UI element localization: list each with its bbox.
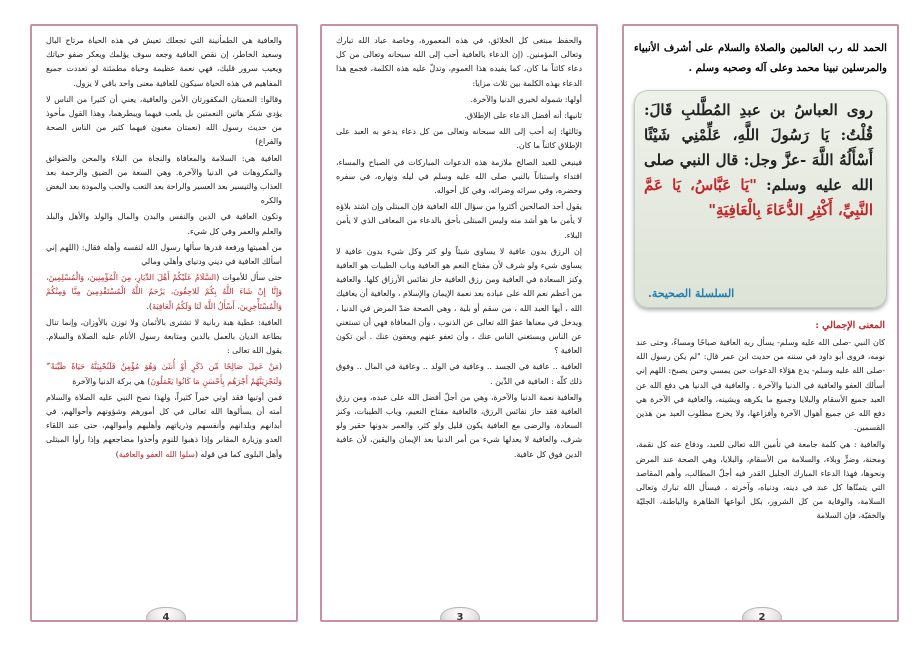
text-span: حتى سأل للأموات — [219, 273, 282, 283]
paragraph: والعافية نعمة الدنيا والآخرة، وهي من أجلّ أفضل الله على عبده، ومن رزق العافية فقد حاز نفائس الرزق، فالعافية مفتاح النعيم، وباب الطيبات، وكنز السعادة، والرضى مع العافية يكون قليل ولو كثر، والعمر بدونها حقير ولو شرف، والعافية لا يعدلها شيء من أمر الدنيا بعد الإيمان واليقين، لأن عافية الدين فوق كل عافية. — [336, 392, 582, 459]
text-span: فمن أوتيها فقد أوتي خيراً كثيراً، ولهذا نصح النبي عليه الصلاة والسلام أمته أن يسألوها الله تعالى في كل أمورهم وشؤونهم وأحوالهم، في أبدانهم وبلدانهم وأنفسهم وذرياتهم وأهليهم وأموالهم، حتى عند اللقاء العدو وزيارة المقابر وإذا ذهبوا للنوم وأخذوا مضاجعهم وإذا رأوا المبتلى وأهل البلوى كما في قوله — [46, 392, 282, 459]
page-number-badge: 3 — [440, 607, 480, 622]
paragraph: والعافية هي الطمأنينة التي تجعلك تعيش في هذه الحياة مرتاح البال وسعيد الخاطر، إن نقص العافية وجعه سوف يؤلمك ويعكر صفو حياتك ويعيب سرور قلبك، فهي نعمة عظيمة وحياة مطمئنة لو تعددت جميع المفاهيم في هذه الحياة سيكون للعافية معنى واحد باقي لا يزول. — [46, 36, 282, 88]
paragraph: حتى سأل للأموات (السَّلَامُ عَلَيْكُمْ أَهْلَ الدِّيَارِ، مِنَ الْمُؤْمِنِينَ، وَالْمُسْلِمِينَ، وَإِنَّا إِنْ شَاءَ اللَّهُ بِكُمْ لَلاحِقُونَ، يَرْحَمُ اللَّهُ الْمُسْتَقْدِمِينَ مِنَّا وَمِنْكُمْ وَالْمُسْتَأْخِرِينَ، أَسْأَلُ اللَّهَ لَنَا وَلَكُمُ الْعَافِيَةَ). — [46, 273, 282, 311]
paragraph: العافية: عطية هبة ربانية لا تشترى بالأثمان ولا توزن بالأوزان، وإنما تنال بطاعة الديان بالعمل بالدين ومتابعة رسول الأنام عليه الصلاة والسلام. يقول الله تعالى : — [46, 317, 282, 356]
paragraph: وثالثها: إنه أحب إلى الله سبحانه وتعالى من كل دعاء يدعو به العبد على الإطلاق كائناً ما كان. — [336, 127, 582, 151]
paragraph: من أهميتها ورفعة قدرها سألها رسول الله لنفسه وأهله فقال: (اللهم إني أسألك العافية في ديني ودنياي وأهلي ومالي — [46, 242, 282, 267]
page-number-badge: 2 — [742, 607, 782, 622]
paragraph: وقالوا: النعمتان المكفورتان الأمن والعافية، يعني أن كثيرا من الناس لا يؤدي شكر هاتين النعمتين بل يلعب فيهما ويبطرهما، وهذا القول مأخوذ من حديث رسول الله (نعمتان مغبون فيهما كثير من الناس الصحة والفراغ) — [46, 94, 282, 147]
paragraph: كان النبي -صلى الله عليه وسلم- يسأل ربه العافية صباحًا ومساءً، وحتى عند نومه، فروى أبو داود في سننه من حديث ابن عمر قال: "لم يكن رسول الله -صلى الله عليه وسلم- يدع هؤلاء الدعوات حين يمسي وحين يصبح: اللهم إني أسألك العفو والعافية في الدنيا والآخرة . والعافية في الدنيا هي دفع الله عن العبد جميع الأسقام والبلايا وجميع ما يكرهه ويشينه، والعافية في الآخرة هي دفع الله عن جميع أهوال الآخرة وأفزاعها، ولا يخرج مطلوب العبد من هذين القسمين. — [636, 338, 885, 433]
quran-verse: مَنْ عَمِلَ صَالِحًا مِّن ذَكَرٍ أَوْ أُنثَىٰ وَهُوَ مُؤْمِنٌ فَلَنُحْيِيَنَّهُ حَيَاةً طَيِّبَةً ۖ وَلَنَجْزِيَنَّهُمْ أَجْرَهُم بِأَحْسَنِ مَا كَانُوا يَعْمَلُونَ — [46, 362, 282, 386]
page-panel-4 — [30, 24, 298, 622]
paragraph: ثانيها: أنه أفضل الدعاء على الإطلاق. — [464, 111, 582, 121]
paragraph: (مَنْ عَمِلَ صَالِحًا مِّن ذَكَرٍ أَوْ أُنثَىٰ وَهُوَ مُؤْمِنٌ فَلَنُحْيِيَنَّهُ حَيَاةً طَيِّبَةً ۖ وَلَنَجْزِيَنَّهُمْ أَجْرَهُم بِأَحْسَنِ مَا كَانُوا يَعْمَلُونَ) هي بركة الدنيا والآخرة — [46, 362, 282, 386]
hadith-box — [634, 90, 887, 308]
hadith-quote: "يَا عَبَّاسُ، يَا عَمَّ النَّبِيِّ، أَكْثِرِ الدُّعَاءَ بِالْعَافِيَةِ" — [644, 176, 873, 219]
closing-dua: سلوا الله العفو والعافية — [118, 449, 195, 459]
page-3-text — [336, 34, 582, 602]
paragraph: فمن أوتيها فقد أوتي خيراً كثيراً، ولهذا نصح النبي عليه الصلاة والسلام أمته أن يسألوها الله تعالى في كل أمورهم وشؤونهم وأحوالهم، في أبدانهم وبلدانهم وأنفسهم وذرياتهم وأهليهم وأموالهم، حتى عند اللقاء العدو وزيارة المقابر وإذا ذهبوا للنوم وأخذوا مضاجعهم وإذا رأوا المبتلى وأهل البلوى كما في قوله (سلوا الله العفو والعافية) — [46, 392, 282, 459]
hadith-source: السلسلة الصحيحة. — [648, 287, 735, 300]
paragraph: إن الرزق بدون عافية لا يساوي شيئاً ولو كثر وكل شيء بدون عافية لا يساوي شيء ولو شرف لأن مفتاح النعم هو العافية وباب الطيبات هو العافية وكنز السعادة في العافية ومن رزق العافية حاز نفائس الأرزاق كلها. والعافية من أعظم نعم الله على عباده بعد نعمة الإيمان والإسلام ، والعافية أن يعافيك الله ، أيها العبد الله ، من سقم أو بلية ، وهي الصحة ضدّ المرض في الدنيا ، ويدخل في معناها عفوُ الله تعالى عن الذنوب ، وأن المعافاة فهي أن تستغني عن الناس ويستغني الناس عنك ، وأن تعفو عنهم ويعفون عنك . أين تكون العافية ؟ — [336, 246, 582, 356]
text-span: هي بركة الدنيا والآخرة — [72, 376, 148, 386]
paragraph: والحفظ مبتغى كل الخلائق، في هذه المعمورة، وخاصة عباد الله تبارك وتعالى المؤمنين. (إن الدعاء بالعافية أحب إلى الله سبحانه وتعالى من كل دعاء كائناً ما كان، كما يفيده هذا العموم، وتدلّ عليه هذه الكلمة، فجمع هذا الدعاء بهذه الكلمة بين ثلاث مزايا: — [336, 36, 582, 88]
salam-dua: السَّلَامُ عَلَيْكُمْ أَهْلَ الدِّيَارِ، مِنَ الْمُؤْمِنِينَ، وَالْمُسْلِمِينَ، وَإِنَّا إِنْ شَاءَ اللَّهُ بِكُمْ لَلاحِقُونَ، يَرْحَمُ اللَّهُ الْمُسْتَقْدِمِينَ مِنَّا وَمِنْكُمْ وَالْمُسْتَأْخِرِينَ، أَسْأَلُ اللَّهَ لَنَا وَلَكُمُ الْعَافِيَةَ — [46, 273, 282, 311]
page-panel-2 — [622, 24, 899, 622]
summary-heading: المعنى الإجمالي : — [815, 320, 885, 331]
page-2-text — [636, 336, 885, 600]
hadith-text — [644, 98, 873, 223]
page-4-text — [46, 34, 282, 602]
page-number-badge: 4 — [146, 607, 186, 622]
paragraph: العافية .. عافية في الجسد .. وعافية في الولد .. وعافية في المال .. وفوق ذلك كلّه : العافية في الدِّين . — [336, 362, 582, 386]
page-panel-3 — [320, 24, 598, 622]
paragraph: العافية هي: السلامة والمعافاة والنجاة من البلاء والمحن والضوائق والمكروهات في الدنيا والآخرة. وهي السعة من الضيق والرحمة بعد العذاب والتيسير بعد العسير والراحة بعد التعب والحب والمودة بعد البغض والكره — [46, 153, 282, 206]
paragraph: فينبغي للعبد الصالح ملازمة هذه الدعوات المباركات في الصباح والمساء، اقتداء واستناناً بالنبي صلى الله عليه وسلم في ليله ونهاره، في سفره وحضره، وفي سرائه وضرائه، وفي كل أحواله. — [336, 157, 582, 196]
paragraph: أولها: شموله لخيري الدنيا والآخرة. — [470, 94, 582, 104]
paragraph: يقول أحد الصالحين أكثروا من سؤال الله العافية فإن المبتلى وإن اشتد بلاؤه لا يأمن ما هو أشد منه وليس المبتلى بأحق بالدعاء من المعافى الذي لا يأمن البلاء. — [336, 202, 582, 240]
intro-praise: الحمد لله رب العالمين والصلاة والسلام على أشرف الأنبياء والمرسلين نبينا محمد وعلى آله وصحبه وسلم . — [634, 42, 887, 74]
paragraph: وتكون العافية في الدين والنفس والبدن والمال والولد والأهل والبلد والعلم والعمر وفي كل شيء. — [46, 212, 282, 236]
hadith-narration: روى العباسُ بن عبدِ المُطَّلبِ قَالَ: قُلْتُ: يَا رَسُولَ اللَّهِ، عَلِّمْنِي شَيْئًا أَسْأَلُهُ اللَّهَ -عزَّ وجل: قال النبي صلى الله عليه وسلم: — [644, 101, 873, 194]
paragraph: والعافية : هي كلمة جامعة في تأمين الله تعالى للعبد، ودفاع عنه كل نقمة، ومحنة، وضرٍّ وبلاء، والسلامة من الأسقام، والبلايا، وهي الصحة عند المرض ونحوها، فهذا الدعاء المبارك الجليل القدر فيه أجلّ المطالب، وأهم المقاصد التي يتمنّاها كل عبد في دينه، ودنياه، وآخرته ، فيسأل الله تبارك وتعالى السلامة، والوقاية من كل الشرور، بكل أنواعها الظاهرة والباطنة، الجليّة والخفيّة، فإن السلامة — [636, 440, 885, 521]
